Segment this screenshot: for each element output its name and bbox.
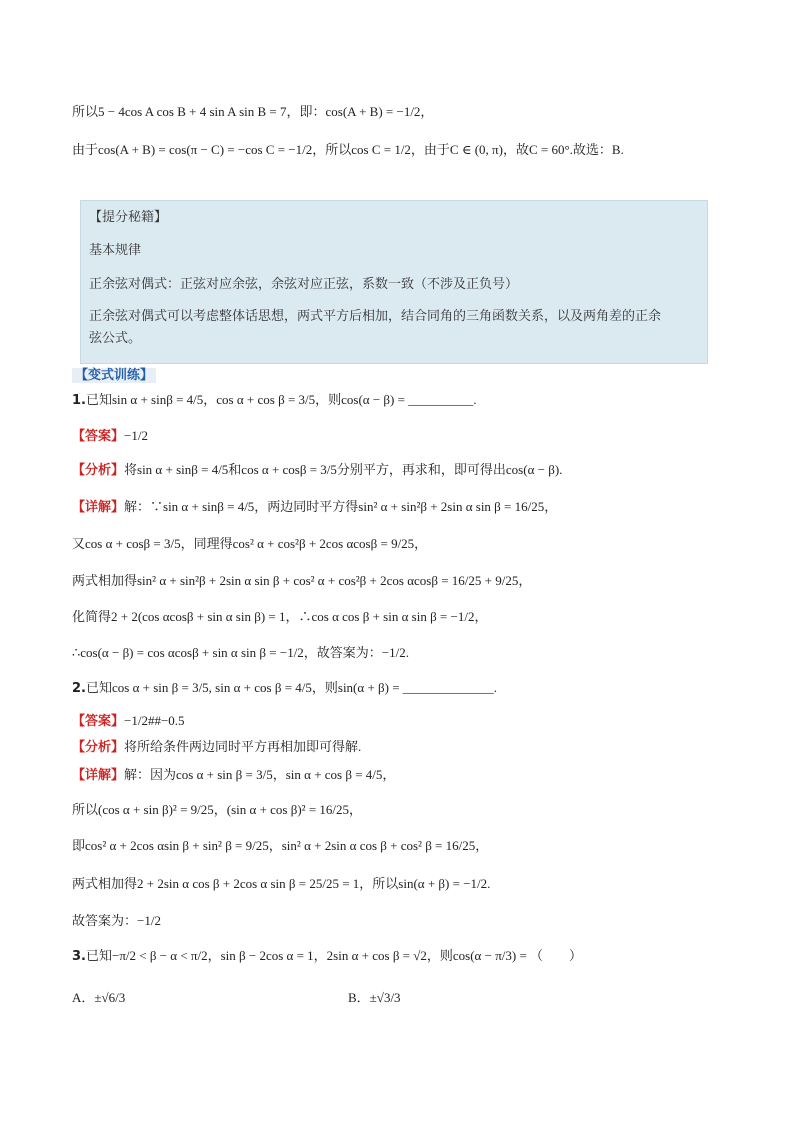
analysis-line: 【分析】将sin α + sinβ = 4/5和cos α + cosβ = 3/5分别平方，再求和，即可得出cos(α − β). [72, 462, 563, 478]
option-a: A．±√6/3 [72, 990, 126, 1005]
detail-line: 【详解】解：因为cos α + sin β = 3/5，sin α + cos β = 4/5， [72, 767, 396, 783]
section-heading: 【变式训练】 [72, 364, 156, 383]
detail-line: 又cos α + cosβ = 3/5，同理得cos² α + cos²β + 2cos αcosβ = 9/25， [72, 536, 428, 551]
tip-rule: 基本规律 [89, 243, 142, 258]
answer-line: 【答案】−1/2 [72, 428, 148, 444]
option-b: B．±√3/3 [348, 990, 401, 1005]
question-2: 2.已知cos α + sin β = 3/5, sin α + cos β = 4/5，则sin(α + β) = ______________. [72, 680, 498, 696]
detail-line: 化简得2 + 2(cos αcosβ + sin α sin β) = 1，∴cos α cos β + sin α sin β = −1/2， [72, 609, 488, 624]
detail-line: ∴cos(α − β) = cos αcosβ + sin α sin β = −1/2，故答案为：−1/2. [72, 645, 409, 660]
tip-title: 【提分秘籍】 [89, 210, 168, 225]
tip-paragraph: 弦公式。 [89, 331, 142, 346]
detail-line: 所以(cos α + sin β)² = 9/25，(sin α + cos β)² = 16/25， [72, 802, 363, 817]
tip-box [80, 200, 708, 364]
question-3: 3.已知−π/2 < β − α < π/2，sin β − 2cos α = 1，2sin α + cos β = √2，则cos(α − π/3) = （ ） [72, 948, 583, 964]
text-line: 由于cos(A + B) = cos(π − C) = −cos C = −1/2，所以cos C = 1/2，由于C ∈ (0, π)，故C = 60°.故选：B. [72, 142, 624, 157]
tip-paragraph: 正余弦对偶式：正弦对应余弦，余弦对应正弦，系数一致（不涉及正负号） [89, 277, 519, 292]
answer-line: 【答案】−1/2##−0.5 [72, 713, 185, 729]
question-1: 1.已知sin α + sinβ = 4/5，cos α + cos β = 3/5，则cos(α − β) = __________. [72, 392, 477, 408]
detail-line: 【详解】解：∵sin α + sinβ = 4/5，两边同时平方得sin² α + sin²β + 2sin α sin β = 16/25， [72, 499, 558, 515]
analysis-line: 【分析】将所给条件两边同时平方再相加即可得解. [72, 739, 362, 755]
tip-paragraph: 正余弦对偶式可以考虑整体话思想，两式平方后相加，结合同角的三角函数关系，以及两角差的正余 [89, 309, 662, 324]
text-line: 所以5 − 4cos A cos B + 4 sin A sin B = 7，即：cos(A + B) = −1/2， [72, 104, 434, 119]
detail-line: 两式相加得sin² α + sin²β + 2sin α sin β + cos² α + cos²β + 2cos αcosβ = 16/25 + 9/25， [72, 573, 532, 588]
detail-line: 故答案为：−1/2 [72, 913, 161, 928]
detail-line: 两式相加得2 + 2sin α cos β + 2cos α sin β = 25/25 = 1，所以sin(α + β) = −1/2. [72, 876, 491, 891]
detail-line: 即cos² α + 2cos αsin β + sin² β = 9/25，sin² α + 2sin α cos β + cos² β = 16/25， [72, 838, 489, 853]
